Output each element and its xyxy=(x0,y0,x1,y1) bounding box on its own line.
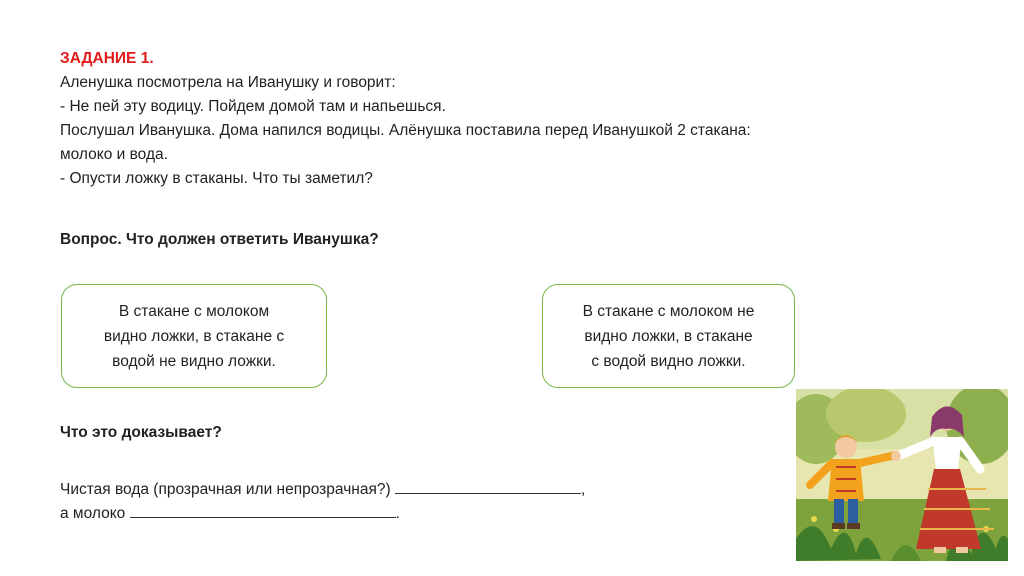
task-line: молоко и вода. xyxy=(60,146,168,163)
fill-line2-suffix: . xyxy=(395,505,400,522)
fill-in-block xyxy=(60,478,585,526)
answer-option-2-line: видно ложки, в стакане xyxy=(584,327,753,345)
fill-line1-prefix: Чистая вода (прозрачная или непрозрачная?) xyxy=(60,481,391,498)
answer-option-1-line: В стакане с молоком xyxy=(118,302,270,320)
task-line: - Не пей эту водицу. Пойдем домой там и напьешься. xyxy=(60,98,446,115)
answer-option-1-line: видно ложки, в стакане с xyxy=(103,327,285,345)
task-line: Послушал Иванушка. Дома напился водицы. Алёнушка поставила перед Иванушкой 2 стакана: xyxy=(60,122,751,139)
task-text xyxy=(60,47,900,191)
task-line: Аленушка посмотрела на Иванушку и говорит: xyxy=(60,74,396,91)
fill-blank-water[interactable] xyxy=(395,479,581,494)
question-heading: Вопрос. Что должен ответить Иванушка? xyxy=(60,231,379,248)
fill-blank-milk[interactable] xyxy=(130,503,396,518)
task-title: ЗАДАНИЕ 1. xyxy=(60,50,154,67)
answer-option-2-line: В стакане с молоком не xyxy=(582,302,755,320)
fill-line1-suffix: , xyxy=(580,481,586,498)
answer-option-1-line: водой не видно ложки. xyxy=(112,352,276,370)
answer-option-2[interactable] xyxy=(542,284,795,388)
answer-option-1[interactable] xyxy=(61,284,327,388)
fill-line2-prefix: а молоко xyxy=(60,505,126,522)
prove-question: Что это доказывает? xyxy=(60,424,222,441)
answer-option-2-line: с водой видно ложки. xyxy=(591,352,746,370)
fairy-tale-children-illustration-icon xyxy=(796,389,1008,561)
task-line: - Опусти ложку в стаканы. Что ты заметил? xyxy=(60,170,373,187)
